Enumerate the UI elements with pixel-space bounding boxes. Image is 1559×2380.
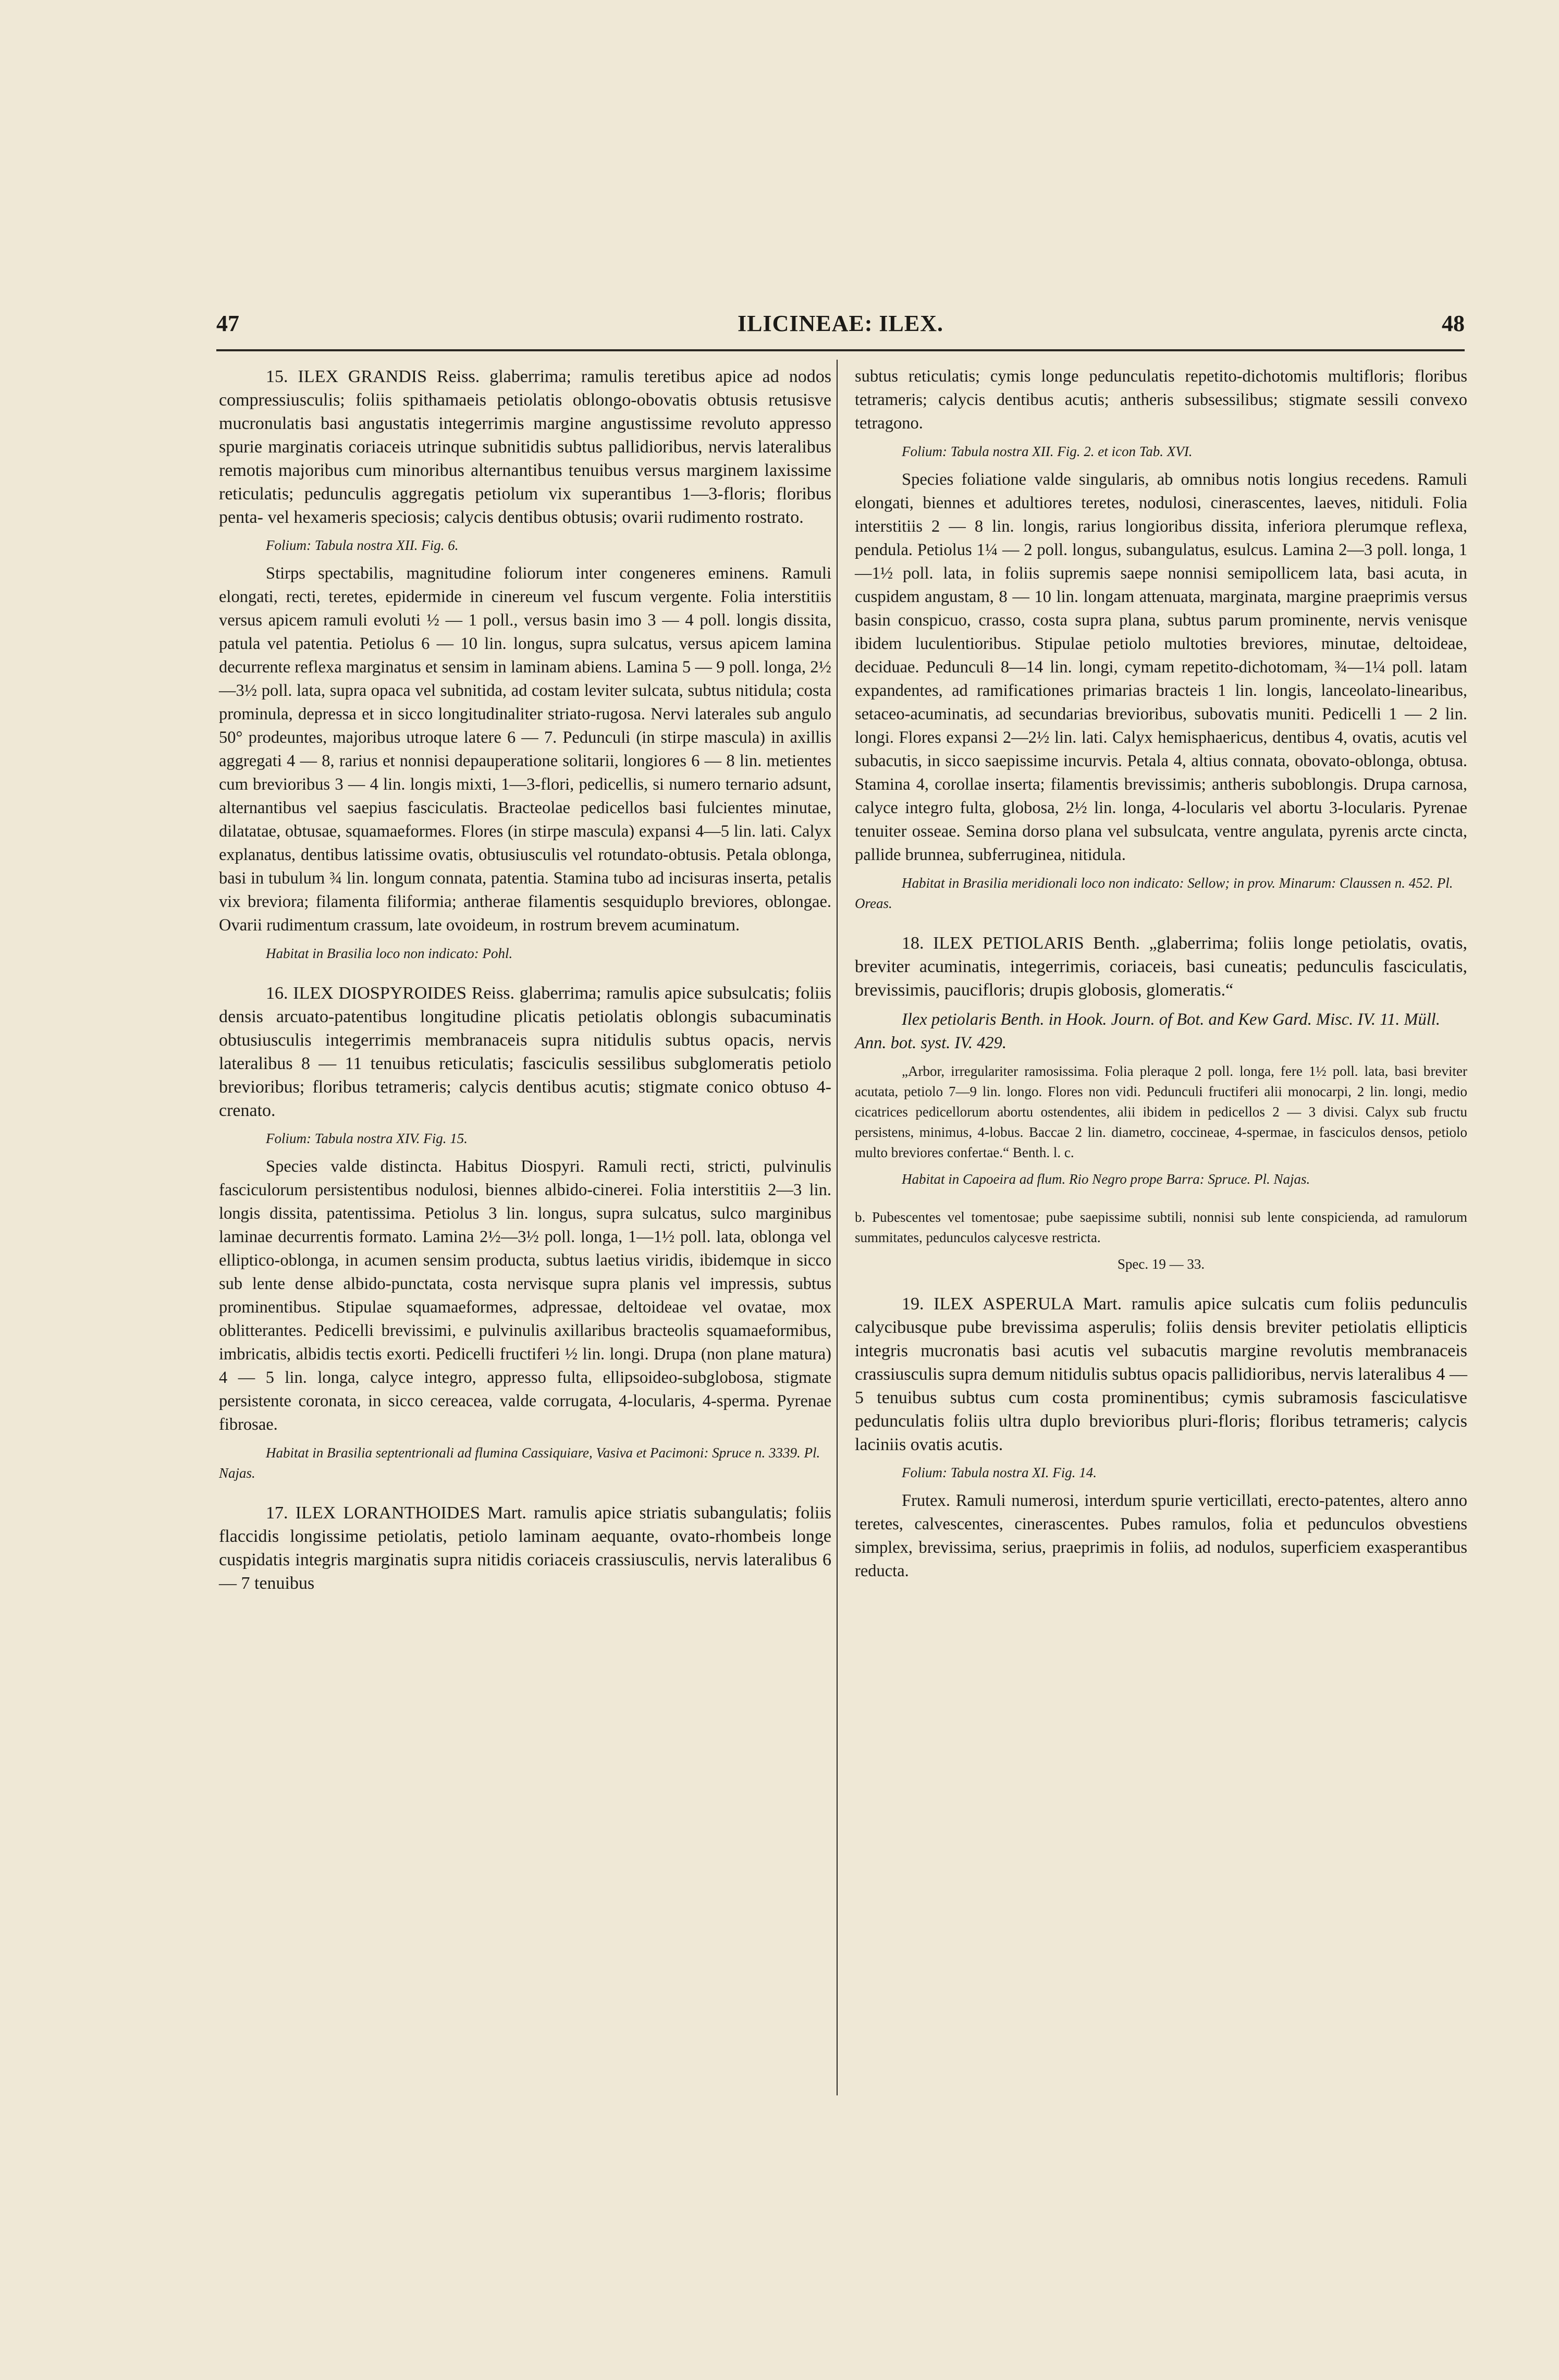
- species-15-description: Stirps spectabilis, magnitudine foliorum inter congeneres eminens. Ramuli elongati, recti, teretes, epidermide in cinereum vel fuscum vergente. Folia interstitiis versus apicem ramuli evoluti ½ — 1 poll., versus basin imo 3 — 4 poll. longis dissita, patula vel patentia. Petiolus 6 — 10 lin. longus, supra sulcatus, versus apicem lamina decurrente reflexa marginatus et sensim in laminam abiens. Lamina 5 — 9 poll. longa, 2½—3½ poll. lata, supra opaca vel subnitida, ad costam leviter sulcata, subtus nitidula; costa prominula, depressa et in sicco longitudinaliter striato-rugosa. Nervi laterales sub angulo 50° prodeuntes, majoribus utroque latere 6 — 7. Pedunculi (in stirpe mascula) in axillis aggregati 4 — 8, rarius et nonnisi depauperatione solitarii, longiores 6 — 8 lin. metientes cum brevioribus 3 — 4 lin. longis mixti, 1—3-flori, pedicellis, si numero ternario adsunt, alternantibus vel saepius fasciculatis. Bracteolae pedicellos basi fulcientes minutae, dilatatae, obtusae, squamaeformes. Flores (in stirpe mascula) expansi 4—5 lin. lati. Calyx explanatus, dentibus latissime ovatis, obtusiusculis vel rotundato-obtusis. Petala oblonga, basi in tubulum ¾ lin. longum connata, patentia. Stamina tubo ad incisuras inserta, petalis vix breviora; filamenta filiformia; antherae filamentis sesquiduplo breviores, oblongae. Ovarii rudimentum crassum, late ovoideum, in rostrum brevem acuminatum.: [219, 564, 831, 935]
- species-18-diagnosis: 18. ILEX PETIOLARIS Benth. „glaberrima; foliis longe petiolatis, ovatis, breviter acuminatis, integerrimis, coriaceis, basi cuneatis; pedunculis fasciculatis, brevissimis, paucifloris; drupis globosis, glomeratis.“: [855, 934, 1467, 1000]
- species-17-diagnosis: 17. ILEX LORANTHOIDES Mart. ramulis apice striatis subangulatis; foliis flaccidis longissime petiolatis, petiolo laminam aequante, ovato-rhombeis longe cuspidatis integris marginatis supra nitidis coriaceis crassiusculis, nervis lateralibus 6 — 7 tenuibus: [219, 1503, 831, 1593]
- species-16-description: Species valde distincta. Habitus Diospyri. Ramuli recti, stricti, pulvinulis fasciculorum persistentibus nodulosi, biennes albido-cinerei. Folia interstitiis 2—3 lin. longis dissita, patentissima. Petiolus 3 lin. longus, supra sulcatus, sulco marginibus laminae decurrentis formato. Lamina 2½—3½ poll. longa, 1—1½ poll. lata, oblonga vel elliptico-oblonga, in acumen sensim producta, subtus laetius viridis, ibidemque in sicco sub lente dense albido-punctata, costa nervisque supra planis vel impressis, subtus prominentibus. Stipulae squamaeformes, adpressae, deltoideae vel ovatae, mox oblitterantes. Pedicelli brevissimi, e pulvinulis axillaribus bracteolis squamaeformibus, imbricatis, albidis tectis exorti. Pedicelli fructiferi ½ lin. longi. Drupa (non plane matura) 4 — 5 lin. longa, calyce integro, appresso fulta, ellipsoideo-subglobosa, stigmate persistente coronata, in sicco cereacea, valde corrugata, 4-locularis, 4-sperma. Pyrenae fibrosae.: [219, 1157, 831, 1434]
- running-title: ILICINEAE: ILEX.: [738, 311, 943, 336]
- species-18-habitat: Habitat in Capoeira ad flum. Rio Negro prope Barra: Spruce. Pl. Najas.: [902, 1171, 1310, 1187]
- species-19-figure-ref: Folium: Tabula nostra XI. Fig. 14.: [902, 1465, 1097, 1480]
- species-16-habitat: Habitat in Brasilia septentrionali ad flumina Cassiquiare, Vasiva et Pacimoni: Spruce n. 3339. Pl. Najas.: [219, 1445, 820, 1481]
- species-16-diagnosis: 16. ILEX DIOSPYROIDES Reiss. glaberrima; ramulis apice subsulcatis; foliis densis arcuato-patentibus longitudine plicatis petiolatis oblongis subacuminatis obtusiusculis integerrimis membranaceis supra nitidulis subtus opacis, nervis lateralibus 8 — 11 tenuibus reticulatis; fasciculis sessilibus subglomeratis petiolo brevioribus; floribus tetrameris; calycis dentibus acutis; stigmate conico obtuso 4-crenato.: [219, 984, 831, 1120]
- running-header: [216, 310, 1465, 347]
- page-number-right: 48: [1442, 311, 1465, 336]
- species-17-diagnosis-cont: subtus reticulatis; cymis longe pedunculatis repetito-dichotomis multifloris; floribus tetrameris; calycis dentibus acutis; antheris subsessilibus; stigmate sessili convexo tetragono.: [855, 367, 1467, 433]
- species-17-figure-ref: Folium: Tabula nostra XII. Fig. 2. et icon Tab. XVI.: [902, 444, 1193, 459]
- section-b-heading: b. Pubescentes vel tomentosae; pube saepissime subtili, nonnisi sub lente conspicienda, ad ramulorum summitates, pedunculos calycesve restricta.: [855, 1209, 1467, 1245]
- species-17-habitat: Habitat in Brasilia meridionali loco non indicato: Sellow; in prov. Minarum: Claussen n. 452. Pl. Oreas.: [855, 875, 1453, 911]
- header-rule: [216, 349, 1465, 351]
- species-15-diagnosis: 15. ILEX GRANDIS Reiss. glaberrima; ramulis teretibus apice ad nodos compressiusculis; foliis spithamaeis petiolatis oblongo-obovatis obtusis retusisve mucronulatis basi angustatis integerrimis margine angustissime revoluto appresso spurie marginatis coriaceis utrinque subnitidis subtus pallidioribus, nervis lateralibus remotis majoribus cum minoribus alternantibus tenuibus versus marginem laxissime reticulatis; pedunculis aggregatis petiolum vix superantibus 1—3-floris; floribus penta- vel hexameris speciosis; calycis dentibus obtusis; ovarii rudimento rostrato.: [219, 367, 831, 527]
- column-divider: [837, 360, 838, 2095]
- species-17-description: Species foliatione valde singularis, ab omnibus notis longius recedens. Ramuli elongati, biennes et adultiores teretes, nodulosi, cinerascentes, laeves, nitiduli. Folia interstitiis 2 — 8 lin. longis, rarius longioribus dissita, inferiora plerumque reflexa, pendula. Petiolus 1¼ — 2 poll. longus, subangulatus, esulcus. Lamina 2—3 poll. longa, 1—1½ poll. lata, in foliis supremis saepe nonnisi semipollicem lata, basi acuta, in cuspidem angustam, 8 — 10 lin. longam attenuata, marginata, margine praeprimis versus basin conspicuo, crasso, costa supra plana, subtus parum prominente, nervis venisque ibidem luculentioribus. Stipulae petiolo multoties breviores, minutae, deltoideae, deciduae. Pedunculi 8—14 lin. longi, cymam repetito-dichotomam, ¾—1¼ poll. latam expandentes, ad ramificationes primarias bracteis 1 lin. longis, lanceolato-linearibus, setaceo-acuminatis, ad secundarias brevioribus, subovatis muniti. Pedicelli 1 — 2 lin. longi. Flores expansi 2—2½ lin. lati. Calyx hemisphaericus, dentibus 4, ovatis, acutis vel subacutis, in sicco saepissime incurvis. Petala 4, altius connata, obovato-oblonga, obtusa. Stamina 4, corollae inserta; filamentis brevissimis; antheris suboblongis. Drupa carnosa, calyce integro fulta, globosa, 2½ lin. longa, 4-locularis vel abortu 3-locularis. Pyrenae tenuiter osseae. Semina dorso plana vel subsulcata, ventre angulata, pyrenis arcte cincta, pallide brunnea, subferruginea, nitidula.: [855, 470, 1467, 864]
- species-15-figure-ref: Folium: Tabula nostra XII. Fig. 6.: [266, 537, 459, 553]
- species-18-synonym: Ilex petiolaris Benth. in Hook. Journ. of Bot. and Kew Gard. Misc. IV. 11. Müll. Ann. bot. syst. IV. 429.: [855, 1010, 1440, 1052]
- section-b-species-range: Spec. 19 — 33.: [1117, 1256, 1205, 1272]
- species-16-figure-ref: Folium: Tabula nostra XIV. Fig. 15.: [266, 1131, 468, 1146]
- species-15-habitat: Habitat in Brasilia loco non indicato: Pohl.: [266, 946, 513, 961]
- left-column: [219, 365, 831, 1601]
- right-column: [855, 365, 1467, 1589]
- page-number-left: 47: [216, 311, 239, 336]
- species-19-diagnosis: 19. ILEX ASPERULA Mart. ramulis apice sulcatis cum foliis pedunculis calycibusque pube brevissima asperulis; foliis densis breviter petiolatis ellipticis integris mucronatis basi acutis vel subacutis margine revolutis membranaceis crassiusculis supra demum nitidulis subtus opacis pallidioribus, nervis lateralibus 4 — 5 tenuibus subtus cum costa prominentibus; cymis subramosis fasciculatisve pedunculatis foliis ultra duplo brevioribus pluri-floris; floribus tetrameris; calycis laciniis ovatis acutis.: [855, 1294, 1467, 1454]
- species-18-quote: „Arbor, irregulariter ramosissima. Folia pleraque 2 poll. longa, fere 1½ poll. lata, basi breviter acutata, petiolo 7—9 lin. longo. Flores non vidi. Pedunculi fructiferi alii monocarpi, 2 lin. longi, medio cicatrices pedicellorum abortu ostendentes, alii ibidem in pedicellos 2 — 3 divisi. Calyx sub fructu persistens, minimus, 4-lobus. Baccae 2 lin. diametro, coccineae, 4-spermae, in fasciculos densos, petiolo multo breviores confertae.“ Benth. l. c.: [855, 1063, 1467, 1160]
- species-19-description: Frutex. Ramuli numerosi, interdum spurie verticillati, erecto-patentes, altero anno teretes, calvescentes, cinerascentes. Pubes ramulos, folia et pedunculos obvestiens simplex, brevissima, serius, praeprimis in foliis, ad nodulos, superficiem exasperantibus reducta.: [855, 1491, 1467, 1580]
